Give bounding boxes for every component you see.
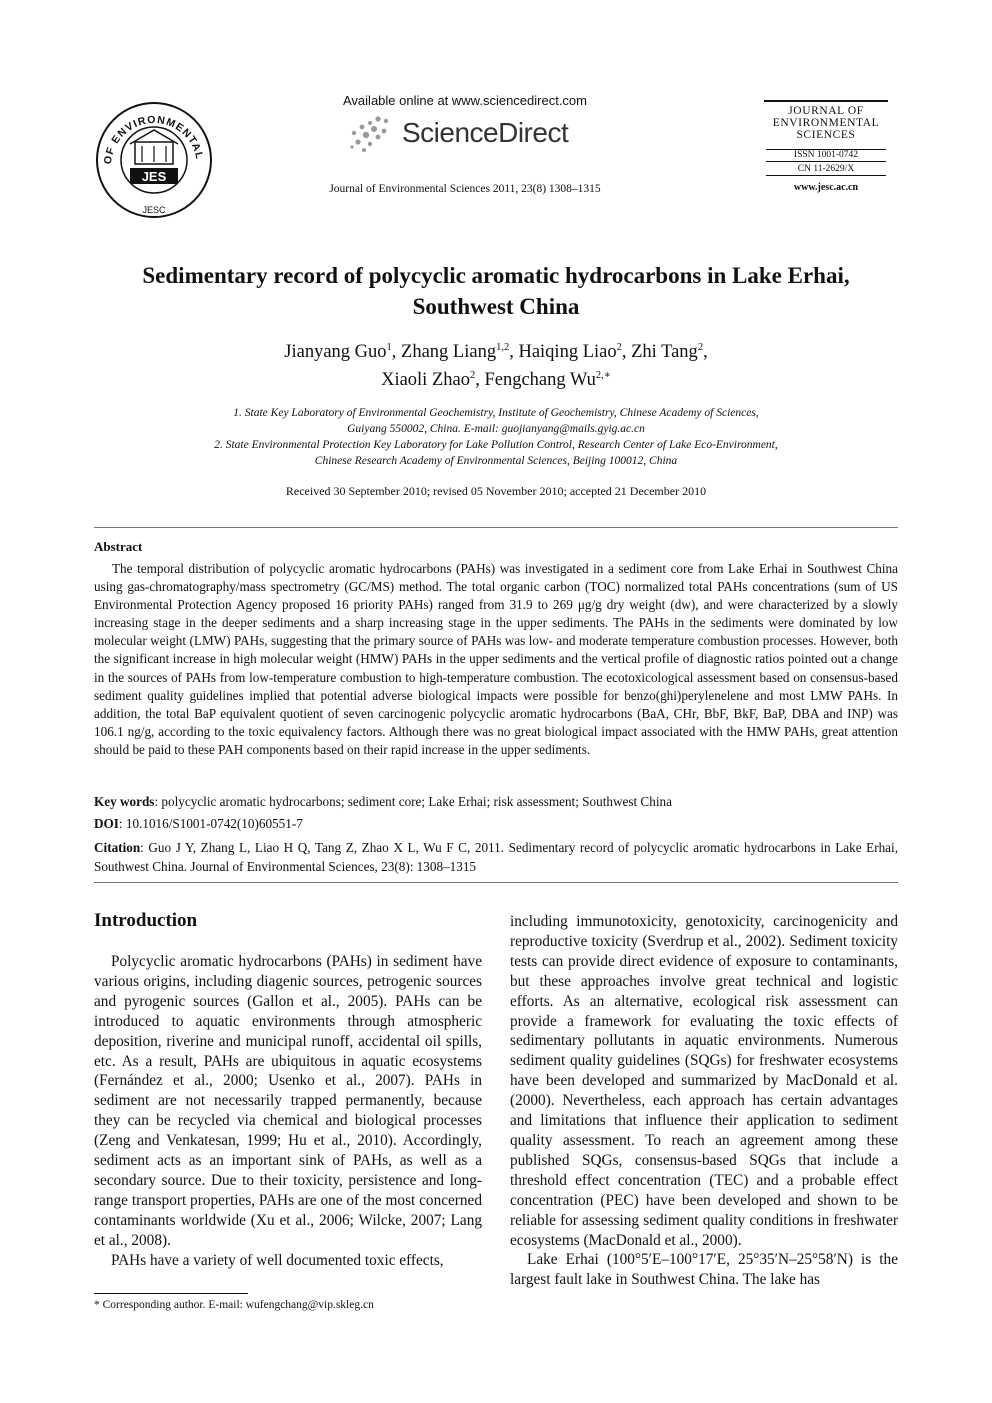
masthead-url[interactable]: www.jesc.ac.cn	[793, 182, 859, 193]
body-column-left	[94, 952, 482, 1271]
affiliation-line: Chinese Research Academy of Environmental Sciences, Beijing 100012, China	[314, 455, 678, 467]
author-name: Fengchang Wu	[484, 370, 596, 391]
author-line2: Xiaoli Zhao$^2$, Fengchang $Wu^{2,∗}$	[381, 370, 611, 391]
article-title-line2: Southwest China	[412, 294, 580, 319]
keywords	[94, 793, 898, 811]
author-line1: Jianyang Guo$^1$, Zhang Liang$^{1,2}$, Haiqing Liao$^2$, Zhi Tang$^2$,	[284, 342, 708, 363]
doi-value[interactable]: : 10.1016/S1001-0742(10)60551-7	[118, 816, 303, 831]
body-paragraph: including immunotoxicity, genotoxicity, carcinogenicity and reproductive toxicity (Sverdrup et al., 2002). Sediment toxicity tests can provide direct evidence of exposure to contaminants, but these approaches involve great technical and logistic efforts. As an alternative, ecological risk assessment can provide a framework for evaluating the toxic effects of sedimentary pollutants in aquatic environments. Numerous sediment quality guidelines (SQGs) for freshwater ecosystems have been developed and summarized by MacDonald et al. (2000). Nevertheless, each approach has certain advantages and limitations that influence their application to sediment quality assessment. To reach an agreement among these published SQGs, consensus-based SQGs that include a threshold effect concentration (TEC) and a probable effect concentration (PEC) have been developed and shown to be reliable for assessing sediment quality conditions in freshwater ecosystems (MacDonald et al., 2000).	[510, 913, 898, 1249]
body-column-right	[510, 912, 898, 1290]
author-affiliation-mark: 2	[469, 370, 476, 382]
author-name: Haiqing Liao	[518, 342, 617, 363]
masthead-title-line1: JOURNAL OF	[788, 105, 864, 117]
citation-value: : Guo J Y, Zhang L, Liao H Q, Tang Z, Zhao X L, Wu F C, 2011. Sedimentary record of polycyclic aromatic hydrocarbons in Lake Erhai, Southwest China. Journal of Environmental Sciences, 23(8): 1308–1315	[94, 840, 898, 874]
available-online-text: Available online at www.sciencedirect.com	[343, 93, 587, 108]
abstract-heading: Abstract	[94, 539, 143, 554]
masthead-cn: CN 11-2629/X	[766, 164, 886, 176]
affiliation-line: Guiyang 550002, China. E-mail: guojianyang@mails.gyig.ac.cn	[347, 423, 645, 435]
keywords-label: Key words	[94, 794, 155, 809]
masthead-title-line2: ENVIRONMENTAL	[772, 117, 880, 129]
logo-ring-text: OF ENVIRONMENTAL	[101, 113, 206, 165]
author-name: Xiaoli Zhao	[381, 370, 470, 391]
citation-label: Citation	[94, 840, 141, 855]
divider-bottom	[94, 882, 898, 883]
body-paragraph: Lake Erhai (100°5′E–100°17′E, 25°35′N–25°58′N) is the largest fault lake in Southwest China. The lake has	[510, 1251, 898, 1289]
affiliations	[120, 405, 872, 469]
author-affiliation-mark: 1,2	[496, 342, 510, 353]
divider-top	[94, 527, 898, 528]
author-affiliation-mark: 1	[386, 342, 392, 353]
author-affiliation-mark: 2	[697, 342, 704, 353]
sciencedirect-wordmark: ScienceDirect	[402, 117, 569, 148]
corresponding-author-footnote: * Corresponding author. E-mail: wufengchang@vip.skleg.cn	[94, 1299, 374, 1311]
logo-bottom-text: JESC	[142, 205, 166, 215]
author-name: Jianyang Guo	[284, 342, 387, 363]
author-name: Zhi Tang	[631, 342, 698, 363]
affiliation-line: 1. State Key Laboratory of Environmental Geochemistry, Institute of Geochemistry, Chinese Academy of Sciences,	[233, 407, 759, 419]
footnote-rule	[94, 1293, 248, 1294]
logo-center-text: JES	[141, 169, 167, 184]
author-name: Zhang Liang	[401, 342, 497, 363]
article-title-line1: Sedimentary record of polycyclic aromatic hydrocarbons in Lake Erhai,	[142, 263, 850, 288]
body-paragraph: Polycyclic aromatic hydrocarbons (PAHs) in sediment have various origins, including diagenic sources, petrogenic sources and pyrogenic sources (Gallon et al., 2005). PAHs can be introduced to aquatic environments through atmospheric deposition, riverine and municipal runoff, accidental oil spills, etc. As a result, PAHs are ubiquitous in aquatic ecosystems (Fernández et al., 2000; Usenko et al., 2007). PAHs in sediment are not necessarily trapped permanently, because they can be recycled via chemical and biological processes (Zeng and Venkatesan, 1999; Hu et al., 2010). Accordingly, sediment acts as an important sink of PAHs, as well as a secondary source. Due to their toxicity, persistence and long-range transport properties, PAHs are one of the most concerned contaminants worldwide (Xu et al., 2006; Wilcke, 2007; Lang et al., 2008).	[94, 953, 482, 1249]
journal-masthead-box	[764, 100, 888, 193]
author-list	[120, 336, 872, 392]
doi	[94, 815, 898, 833]
author-affiliation-mark: 2	[616, 342, 622, 353]
affiliation-line: 2. State Environmental Protection Key Laboratory for Lake Pollution Control, Research Center of Lake Eco-Environment,	[214, 439, 778, 451]
sciencedirect-dots-icon	[348, 115, 396, 153]
citation	[94, 838, 898, 876]
sciencedirect-logo	[348, 113, 588, 155]
jes-journal-logo	[92, 100, 216, 220]
introduction-heading: Introduction	[94, 910, 198, 931]
abstract-text: The temporal distribution of polycyclic aromatic hydrocarbons (PAHs) was investigated in a sediment core from Lake Erhai in Southwest China using gas-chromatography/mass spectrometry (GC/MS) method. The total organic carbon (TOC) normalized total PAHs concentrations (sum of US Environmental Protection Agency proposed 16 priority PAHs) ranged from 31.9 to 269 μg/g dry weight (dw), and were characterized by a slowly increasing stage in the deeper sediments and a sharp increasing stage in the upper sediments. The PAHs in the sediments were dominated by low molecular weight (LMW) PAHs, suggesting that the primary source of PAHs was low- and moderate temperature combustion processes. However, both the significant increase in high molecular weight (HMW) PAHs in the upper sediments and the vertical profile of diagnostic ratios pointed out a change in the sources of PAHs from low-temperature combustion to high-temperature combustion. The ecotoxicological assessment based on consensus-based sediment quality guidelines implied that potential adverse biological impacts were possible for benzo(ghi)perylenelene and most LMW PAHs. In addition, the total BaP equivalent quotient of seven carcinogenic polycyclic aromatic hydrocarbons (BaA, CHr, BbF, BkF, BaP, DBA and INP) was 106.1 ng/g, according to the toxic equivalency factors. Although there was no great biological impact associated with the HMW PAHs, great attention should be paid to these PAH components based on their rapid increase in the upper sediments.	[94, 561, 898, 757]
article-title	[100, 260, 892, 322]
masthead-top-rule	[764, 100, 888, 102]
body-paragraph: PAHs have a variety of well documented toxic effects,	[111, 1251, 444, 1269]
received-dates: Received 30 September 2010; revised 05 November 2010; accepted 21 December 2010	[285, 484, 707, 498]
keywords-value: : polycyclic aromatic hydrocarbons; sediment core; Lake Erhai; risk assessment; Southwest China	[154, 794, 672, 809]
doi-label: DOI	[94, 816, 119, 831]
masthead-issn: ISSN 1001-0742	[766, 149, 886, 162]
masthead-title-line3: SCIENCES	[796, 129, 856, 141]
journal-citation-header: Journal of Environmental Sciences 2011, 23(8) 1308–1315	[329, 183, 601, 195]
author-affiliation-mark: 2,∗	[595, 370, 611, 382]
